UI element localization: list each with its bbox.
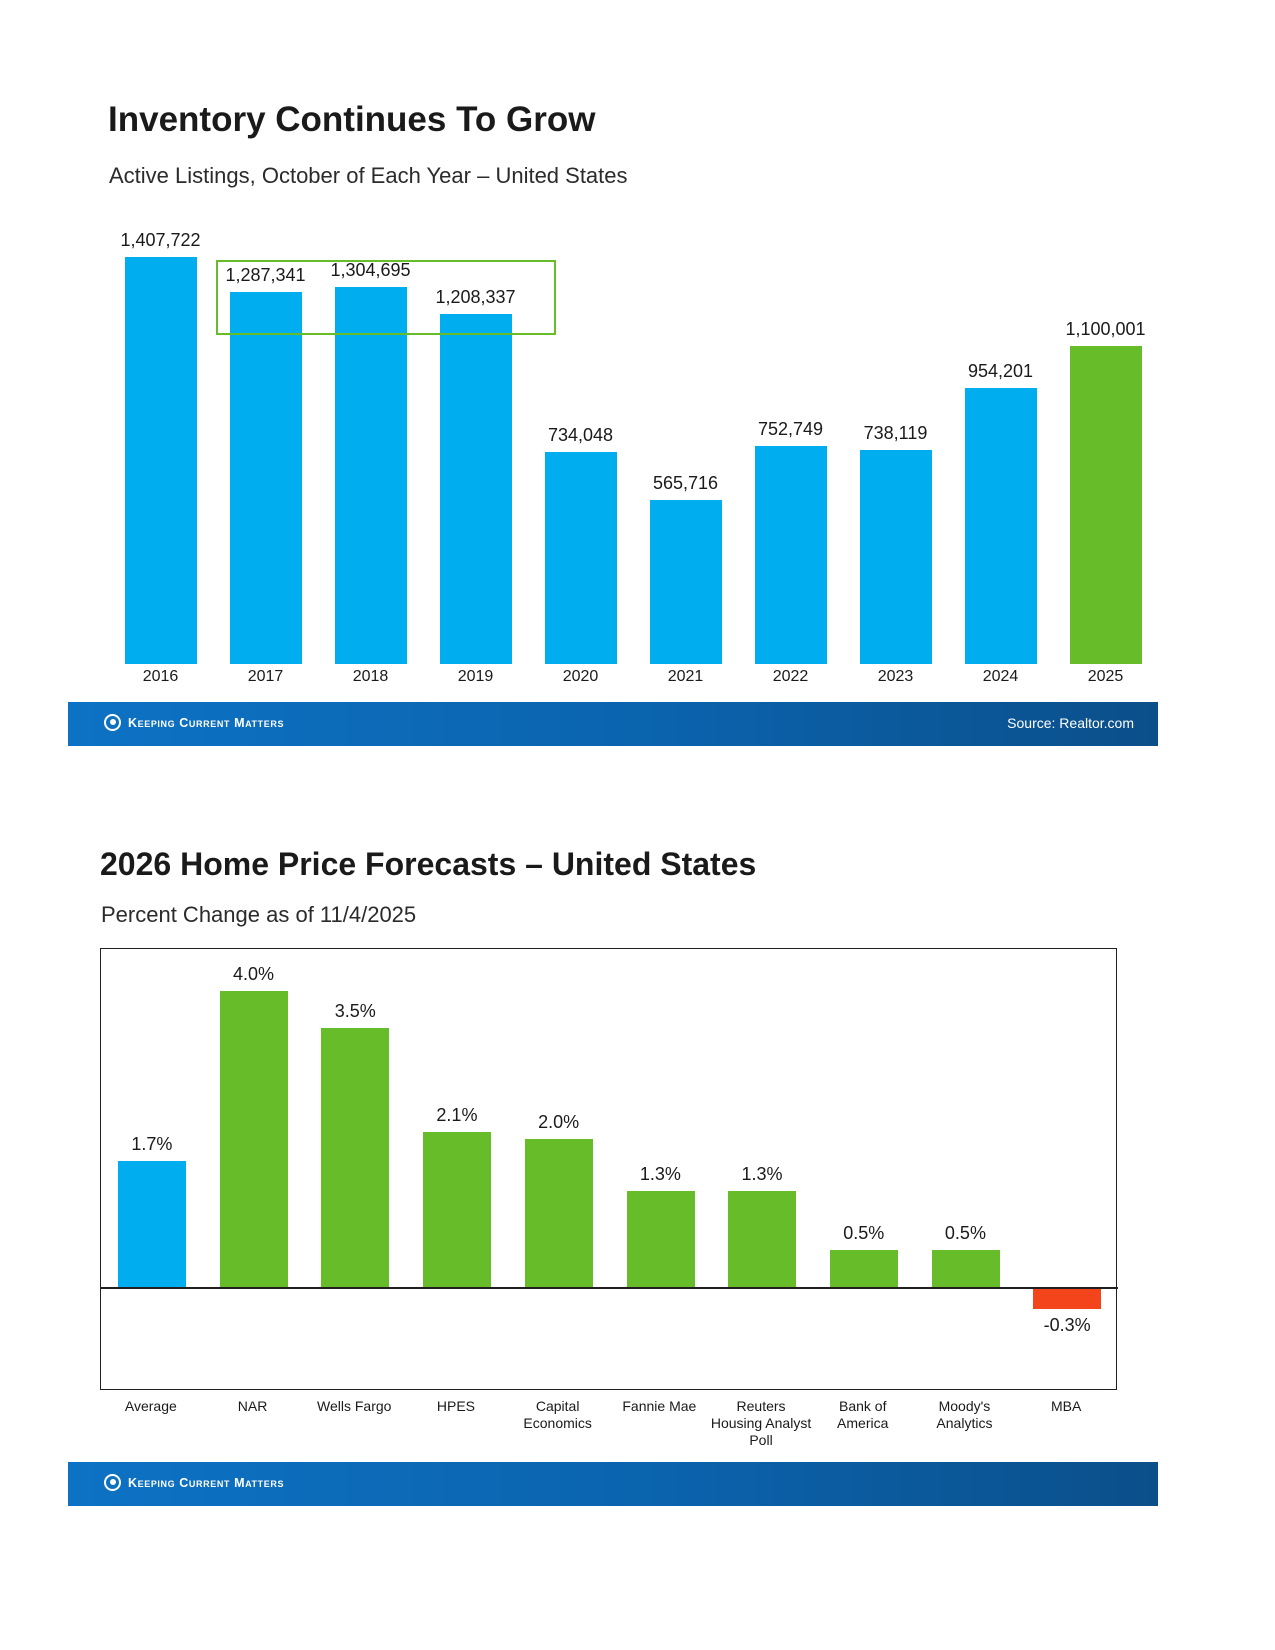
forecast-bar-bank-of-america — [813, 949, 915, 1391]
bar-2023 — [860, 230, 932, 664]
forecast-value-moody-s-analytics: 0.5% — [944, 1223, 986, 1243]
forecast-x-tick-moody-s-analytics: Moody's Analytics — [936, 1398, 993, 1431]
forecast-x-tick-nar: NAR — [237, 1398, 268, 1414]
forecast-bar-moody-s-analytics — [915, 949, 1017, 1391]
page-title: Inventory Continues To Grow — [108, 100, 596, 139]
bar-2024 — [965, 230, 1037, 664]
forecast-bar-average — [101, 949, 203, 1391]
slide1-footer — [68, 702, 1158, 746]
forecast-value-bank-of-america: 0.5% — [843, 1223, 885, 1243]
forecast-subtitle: Percent Change as of 11/4/2025 — [101, 902, 417, 927]
bar-value-2021: 565,716 — [652, 473, 719, 494]
forecast-bar-rect-fannie-mae — [627, 1191, 695, 1287]
forecast-x-tick-hpes: HPES — [436, 1398, 475, 1414]
x-tick-2025: 2025 — [1087, 668, 1124, 685]
bar-value-2025: 1,100,001 — [1065, 318, 1146, 339]
bar-value-2022: 752,749 — [757, 419, 824, 440]
source-label: Source: Realtor.com — [1007, 715, 1134, 731]
kcm-logo — [104, 1474, 284, 1491]
inventory-x-axis — [108, 668, 1158, 696]
forecast-value-reuters-housing-analyst-poll: 1.3% — [741, 1163, 783, 1184]
bar-rect-2016 — [125, 257, 197, 664]
bar-value-2023: 738,119 — [863, 423, 928, 444]
x-tick-2019: 2019 — [457, 668, 494, 685]
bar-rect-2022 — [755, 446, 827, 664]
forecast-x-tick-fannie-mae: Fannie Mae — [622, 1398, 697, 1414]
bar-value-2017: 1,287,341 — [225, 264, 306, 285]
forecast-bar-mba — [1016, 949, 1118, 1391]
forecast-bar-fannie-mae — [610, 949, 712, 1391]
bar-value-2024: 954,201 — [967, 360, 1034, 381]
forecast-bar-nar — [203, 949, 305, 1391]
zero-baseline — [101, 1287, 1118, 1289]
x-tick-2024: 2024 — [982, 668, 1019, 685]
x-tick-2021: 2021 — [667, 668, 704, 685]
forecast-bar-chart — [101, 949, 1118, 1391]
forecast-bar-rect-mba — [1033, 1287, 1101, 1309]
kcm-brand-label: Keeping Current Matters — [128, 1475, 285, 1490]
forecast-bar-rect-bank-of-america — [830, 1250, 898, 1287]
bar-2025 — [1065, 230, 1146, 664]
forecast-value-capital-economics: 2.0% — [538, 1112, 580, 1132]
forecast-x-tick-average: Average — [124, 1398, 177, 1414]
forecast-bar-rect-moody-s-analytics — [932, 1250, 1000, 1287]
bar-value-2019: 1,208,337 — [435, 287, 516, 308]
bar-rect-2018 — [335, 287, 407, 664]
forecast-bar-capital-economics — [508, 949, 610, 1391]
forecast-bar-wells-fargo — [304, 949, 406, 1391]
bar-value-2018: 1,304,695 — [330, 259, 411, 280]
kcm-circle-icon — [104, 1474, 121, 1491]
bar-rect-2023 — [860, 450, 932, 664]
bar-rect-2024 — [965, 388, 1037, 664]
x-tick-2016: 2016 — [142, 668, 179, 685]
bar-2021 — [650, 230, 722, 664]
bar-value-2020: 734,048 — [547, 424, 614, 445]
bar-rect-2017 — [230, 292, 302, 664]
forecast-bar-rect-nar — [220, 991, 288, 1287]
forecast-bar-rect-hpes — [423, 1132, 491, 1287]
forecast-x-tick-bank-of-america: Bank of America — [837, 1398, 889, 1431]
kcm-circle-icon — [104, 714, 121, 731]
bar-2016 — [120, 229, 201, 664]
forecast-x-tick-wells-fargo: Wells Fargo — [317, 1398, 392, 1414]
x-tick-2022: 2022 — [772, 668, 809, 685]
bar-value-2016: 1,407,722 — [120, 229, 201, 250]
inventory-slide — [0, 0, 1275, 790]
forecast-bar-rect-reuters-housing-analyst-poll — [728, 1191, 796, 1287]
x-tick-2020: 2020 — [562, 668, 599, 685]
forecast-value-average: 1.7% — [131, 1134, 173, 1155]
x-tick-2017: 2017 — [247, 668, 284, 685]
forecast-bar-hpes — [406, 949, 508, 1391]
forecast-value-wells-fargo: 3.5% — [334, 1001, 376, 1021]
bar-2022 — [755, 230, 827, 664]
bar-rect-2019 — [440, 314, 512, 664]
page-subtitle: Active Listings, October of Each Year – United States — [109, 163, 628, 188]
forecast-x-tick-capital-economics: Capital Economics — [523, 1398, 592, 1431]
forecast-x-tick-mba: MBA — [1050, 1398, 1082, 1414]
forecast-value-fannie-mae: 1.3% — [639, 1163, 681, 1184]
forecast-bar-rect-capital-economics — [525, 1139, 593, 1287]
forecast-bar-rect-wells-fargo — [321, 1028, 389, 1287]
kcm-brand-label: Keeping Current Matters — [128, 715, 285, 730]
forecast-slide — [0, 790, 1275, 1650]
forecast-x-tick-reuters-housing-analyst-poll: Reuters Housing Analyst Poll — [710, 1398, 812, 1448]
forecast-value-nar: 4.0% — [233, 964, 275, 984]
forecast-title: 2026 Home Price Forecasts – United States — [100, 846, 757, 882]
forecast-bar-rect-average — [118, 1161, 186, 1287]
forecast-bar-reuters-housing-analyst-poll — [711, 949, 813, 1391]
x-tick-2023: 2023 — [877, 668, 914, 685]
x-tick-2018: 2018 — [352, 668, 389, 685]
bar-rect-2021 — [650, 500, 722, 664]
forecast-value-hpes: 2.1% — [436, 1104, 478, 1125]
highlight-box-annotation — [216, 260, 556, 335]
kcm-logo — [104, 714, 284, 731]
forecast-chart-frame — [100, 948, 1117, 1390]
slide2-footer — [68, 1462, 1158, 1506]
bar-rect-2025 — [1070, 346, 1142, 664]
forecast-value-mba: -0.3% — [1043, 1315, 1091, 1336]
